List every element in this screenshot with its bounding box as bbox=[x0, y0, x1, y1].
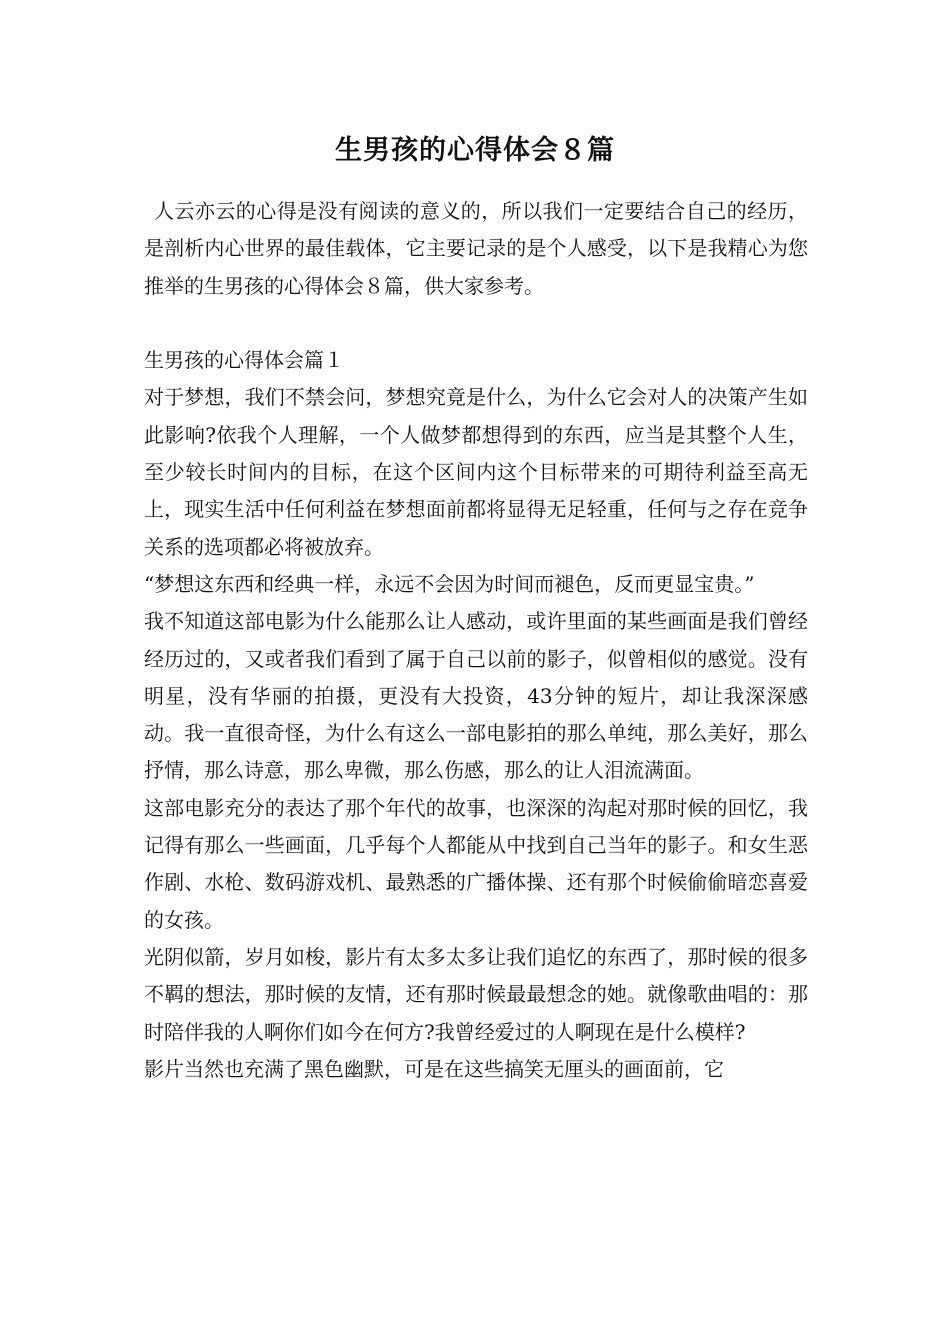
body-paragraph: 这部电影充分的表达了那个年代的故事，也深深的沟起对那时候的回忆，我记得有那么一些画面，几乎每个人都能从中找到自己当年的影子。和女生恶作剧、水枪、数码游戏机、最熟悉的广播体操、还有那个时候偷偷暗恋喜爱的女孩。 bbox=[144, 795, 808, 932]
body-paragraph: 影片当然也充满了黑色幽默，可是在这些搞笑无厘头的画面前，它 bbox=[144, 1056, 724, 1081]
intro-paragraph: 人云亦云的心得是没有阅读的意义的，所以我们一定要结合自己的经历，是剖析内心世界的最佳载体，它主要记录的是个人感受，以下是我精心为您推举的生男孩的心得体会８篇，供大家参考。 bbox=[144, 199, 808, 298]
document-title: 生男孩的心得体会８篇 bbox=[335, 135, 615, 166]
paragraph-spacer bbox=[144, 305, 808, 342]
body-paragraph: 光阴似箭，岁月如梭，影片有太多太多让我们追忆的东西了，那时候的很多不羁的想法，那时候的友情，还有那时候最最想念的她。就像歌曲唱的：那时陪伴我的人啊你们如今在何方?我曾经爱过的人啊现在是什么模样? bbox=[144, 944, 808, 1044]
body-paragraph: 我不知道这部电影为什么能那么让人感动，或许里面的某些画面是我们曾经经历过的，又或者我们看到了属于自己以前的影子，似曾相似的感觉。没有明星，没有华丽的拍摄，更没有大投资，43分钟的短片，却让我深深感动。我一直很奇怪，为什么有这么一部电影拍的那么单纯，那么美好，那么抒情，那么诗意，那么卑微，那么伤感，那么的让人泪流满面。 bbox=[144, 609, 808, 783]
document-body bbox=[144, 193, 808, 1088]
quote-paragraph: “梦想这东西和经典一样，永远不会因为时间而褪色，反而更显宝贵。” bbox=[144, 571, 755, 596]
body-paragraph: 对于梦想，我们不禁会问，梦想究竟是什么，为什么它会对人的决策产生如此影响?依我个人理解，一个人做梦都想得到的东西，应当是其整个人生，至少较长时间内的目标，在这个区间内这个目标带来的可期待利益至高无上，现实生活中任何利益在梦想面前都将显得无足轻重，任何与之存在竞争关系的选项都必将被放弃。 bbox=[144, 385, 808, 559]
section-heading: 生男孩的心得体会篇１ bbox=[144, 348, 344, 373]
